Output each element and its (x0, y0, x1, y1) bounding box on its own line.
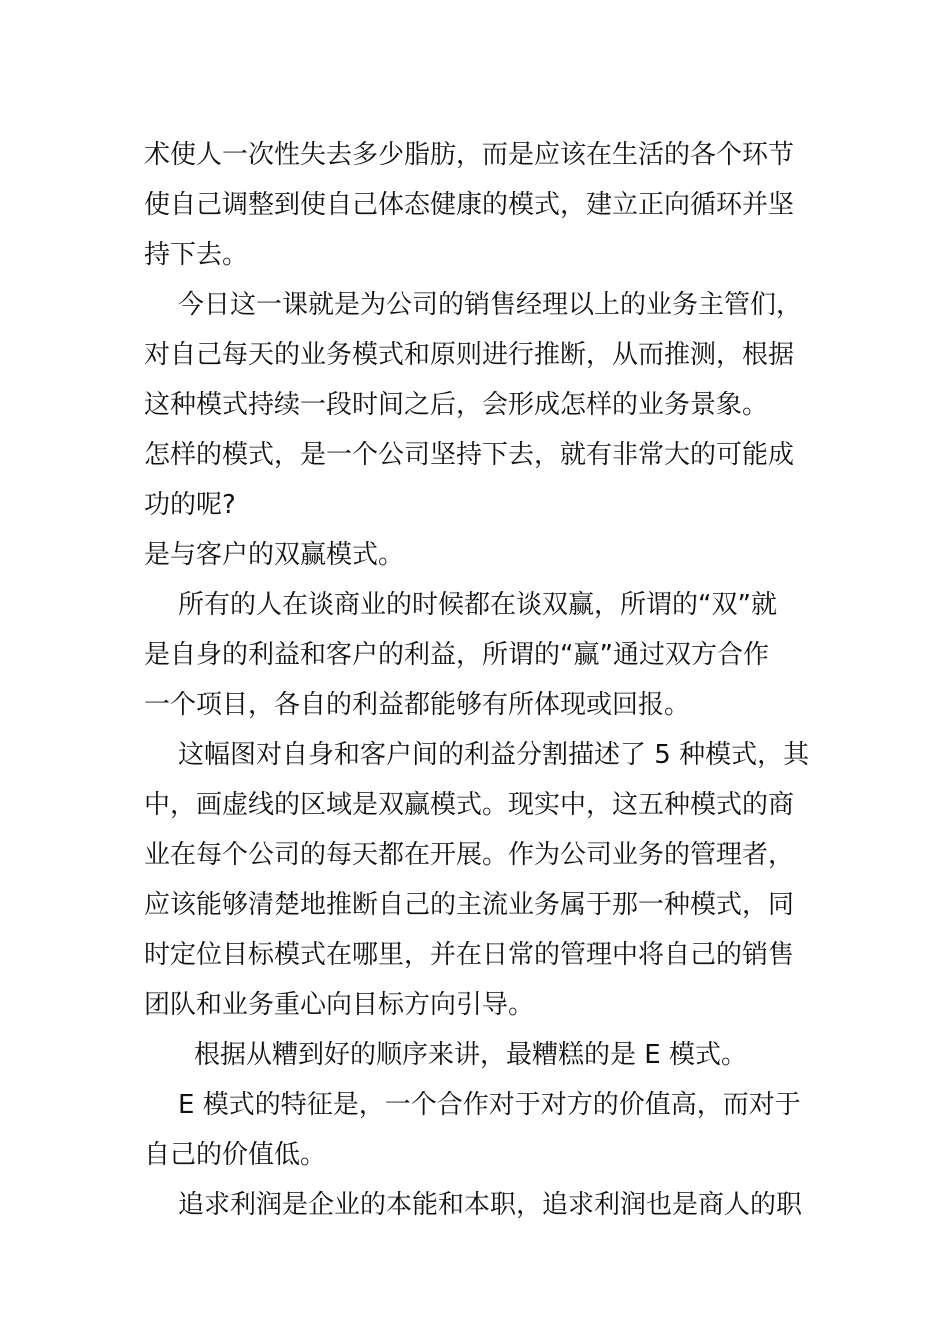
text-line: 怎样的模式，是一个公司坚持下去，就有非常大的可能成 (144, 440, 795, 470)
text-line: 这幅图对自身和客户间的利益分割描述了 5 种模式，其 (178, 740, 810, 770)
text-line: 根据从糟到好的顺序来讲，最糟糕的是 E 模式。 (194, 1040, 747, 1070)
text-line: 术使人一次性失去多少脂肪，而是应该在生活的各个环节 (144, 140, 795, 170)
text-line: 是与客户的双赢模式。 (144, 540, 405, 570)
text-line: 时定位目标模式在哪里，并在日常的管理中将自己的销售 (144, 940, 795, 970)
text-line: 一个项目，各自的利益都能够有所体现或回报。 (144, 690, 691, 720)
text-line: E 模式的特征是，一个合作对于对方的价值高，而对于 (178, 1090, 801, 1120)
text-line: 自己的价值低。 (144, 1140, 327, 1170)
text-line: 功的呢? (144, 490, 236, 520)
text-line: 所有的人在谈商业的时候都在谈双赢，所谓的“双”就 (178, 590, 777, 620)
document-body (144, 130, 808, 1230)
text-line: 应该能够清楚地推断自己的主流业务属于那一种模式，同 (144, 890, 795, 920)
text-line: 中，画虚线的区域是双赢模式。现实中，这五种模式的商 (144, 790, 795, 820)
text-line: 对自己每天的业务模式和原则进行推断，从而推测，根据 (144, 340, 795, 370)
text-line: 追求利润是企业的本能和本职，追求利润也是商人的职 (178, 1190, 803, 1220)
text-line: 使自己调整到使自己体态健康的模式，建立正向循环并坚 (144, 190, 795, 220)
text-line: 今日这一课就是为公司的销售经理以上的业务主管们， (178, 290, 803, 320)
text-line: 团队和业务重心向目标方向引导。 (144, 990, 535, 1020)
text-line: 业在每个公司的每天都在开展。作为公司业务的管理者， (144, 840, 795, 870)
text-line: 这种模式持续一段时间之后，会形成怎样的业务景象。 (144, 390, 769, 420)
text-line: 是自身的利益和客户的利益，所谓的“赢”通过双方合作 (144, 640, 769, 670)
text-line: 持下去。 (144, 240, 249, 270)
